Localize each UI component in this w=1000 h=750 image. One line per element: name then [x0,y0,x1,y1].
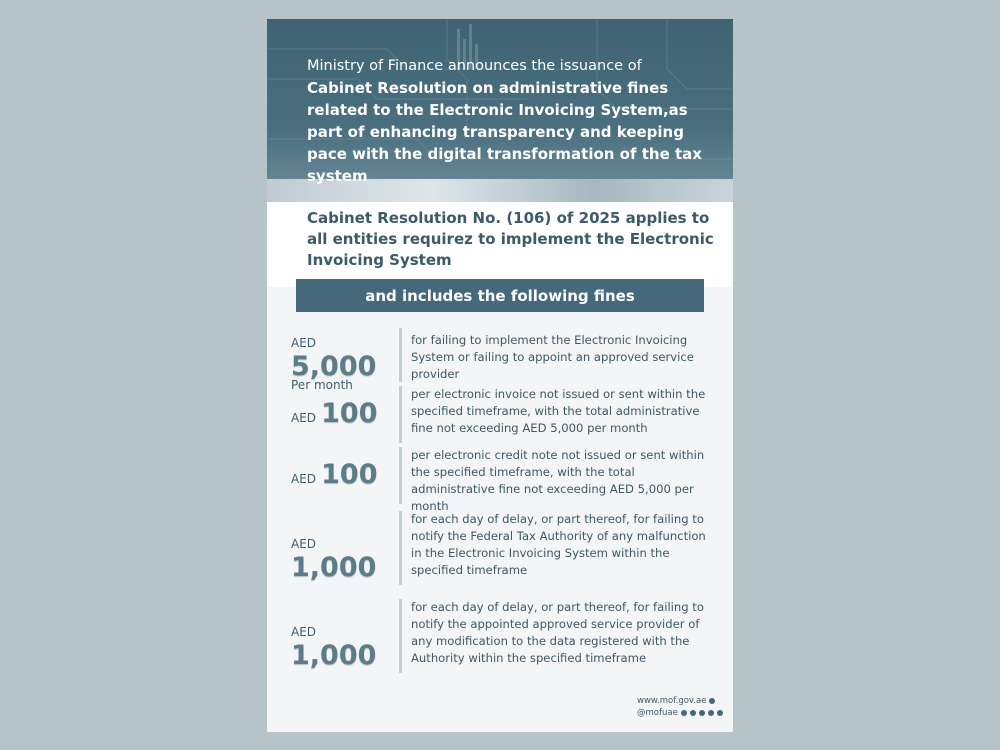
fine-currency: AED [291,336,317,350]
social-row [637,707,727,719]
x-social-icon[interactable] [681,710,687,716]
facebook-icon[interactable] [699,710,705,716]
youtube-icon[interactable] [708,710,714,716]
fine-description: for failing to implement the Electronic Invoicing System or failing to appoint an approved service provider [411,333,694,381]
fine-amount [291,533,401,583]
fine-divider [399,447,402,504]
instagram-icon[interactable] [690,710,696,716]
website-link[interactable]: www.mof.gov.ae [637,696,707,706]
fine-value: 100 [321,459,378,490]
fine-divider [399,599,402,673]
fine-amount [291,459,401,490]
fine-currency: AED [291,625,317,639]
fine-description: per electronic credit note not issued or sent within the specified timeframe, with the total administrative fine not exceeding AED 5,000 per month [411,448,705,513]
fine-description: for each day of delay, or part thereof, for failing to notify the Federal Tax Authority of any malfunction in the Electronic Invoicing System within the specified timeframe [411,512,706,577]
social-handle[interactable]: @mofuae [637,708,678,718]
fines-heading [296,279,704,312]
banner-lead-text: Ministry of Finance announces the issuance of [307,58,642,74]
fine-period: Per month [291,378,353,392]
fine-divider [399,386,402,443]
fine-currency: AED [291,537,317,551]
fine-value: 1,000 [291,552,377,583]
fine-amount [291,398,401,429]
fine-amount [291,332,401,392]
banner-headline [307,55,727,187]
fine-currency: AED [291,472,317,486]
fine-divider [399,511,402,585]
announcement-card [267,19,733,732]
header-banner [267,19,733,202]
fine-currency: AED [291,411,317,425]
globe-icon [709,698,715,704]
banner-headline-text: Cabinet Resolution on administrative fines related to the Electronic Invoicing System,as part of enhancing transparency and keeping pace with the digital transformation of the tax system [307,79,702,185]
fine-value: 100 [321,398,378,429]
website-row [637,695,727,707]
footer-contacts [637,695,727,719]
fine-amount [291,621,401,671]
fine-divider [399,328,402,382]
fine-description: for each day of delay, or part thereof, for failing to notify the appointed approved service provider of any modification to the data registered with the Authority within the specified timeframe [411,600,704,665]
fine-description: per electronic invoice not issued or sent within the specified timeframe, with the total administrative fine not exceeding AED 5,000 per month [411,387,706,435]
fines-heading-text: and includes the following fines [365,286,635,305]
resolution-statement: Cabinet Resolution No. (106) of 2025 applies to all entities requirez to implement the Electronic Invoicing System [307,209,714,269]
fine-value: 5,000 [291,351,377,382]
fine-value: 1,000 [291,640,377,671]
linkedin-icon[interactable] [717,710,723,716]
